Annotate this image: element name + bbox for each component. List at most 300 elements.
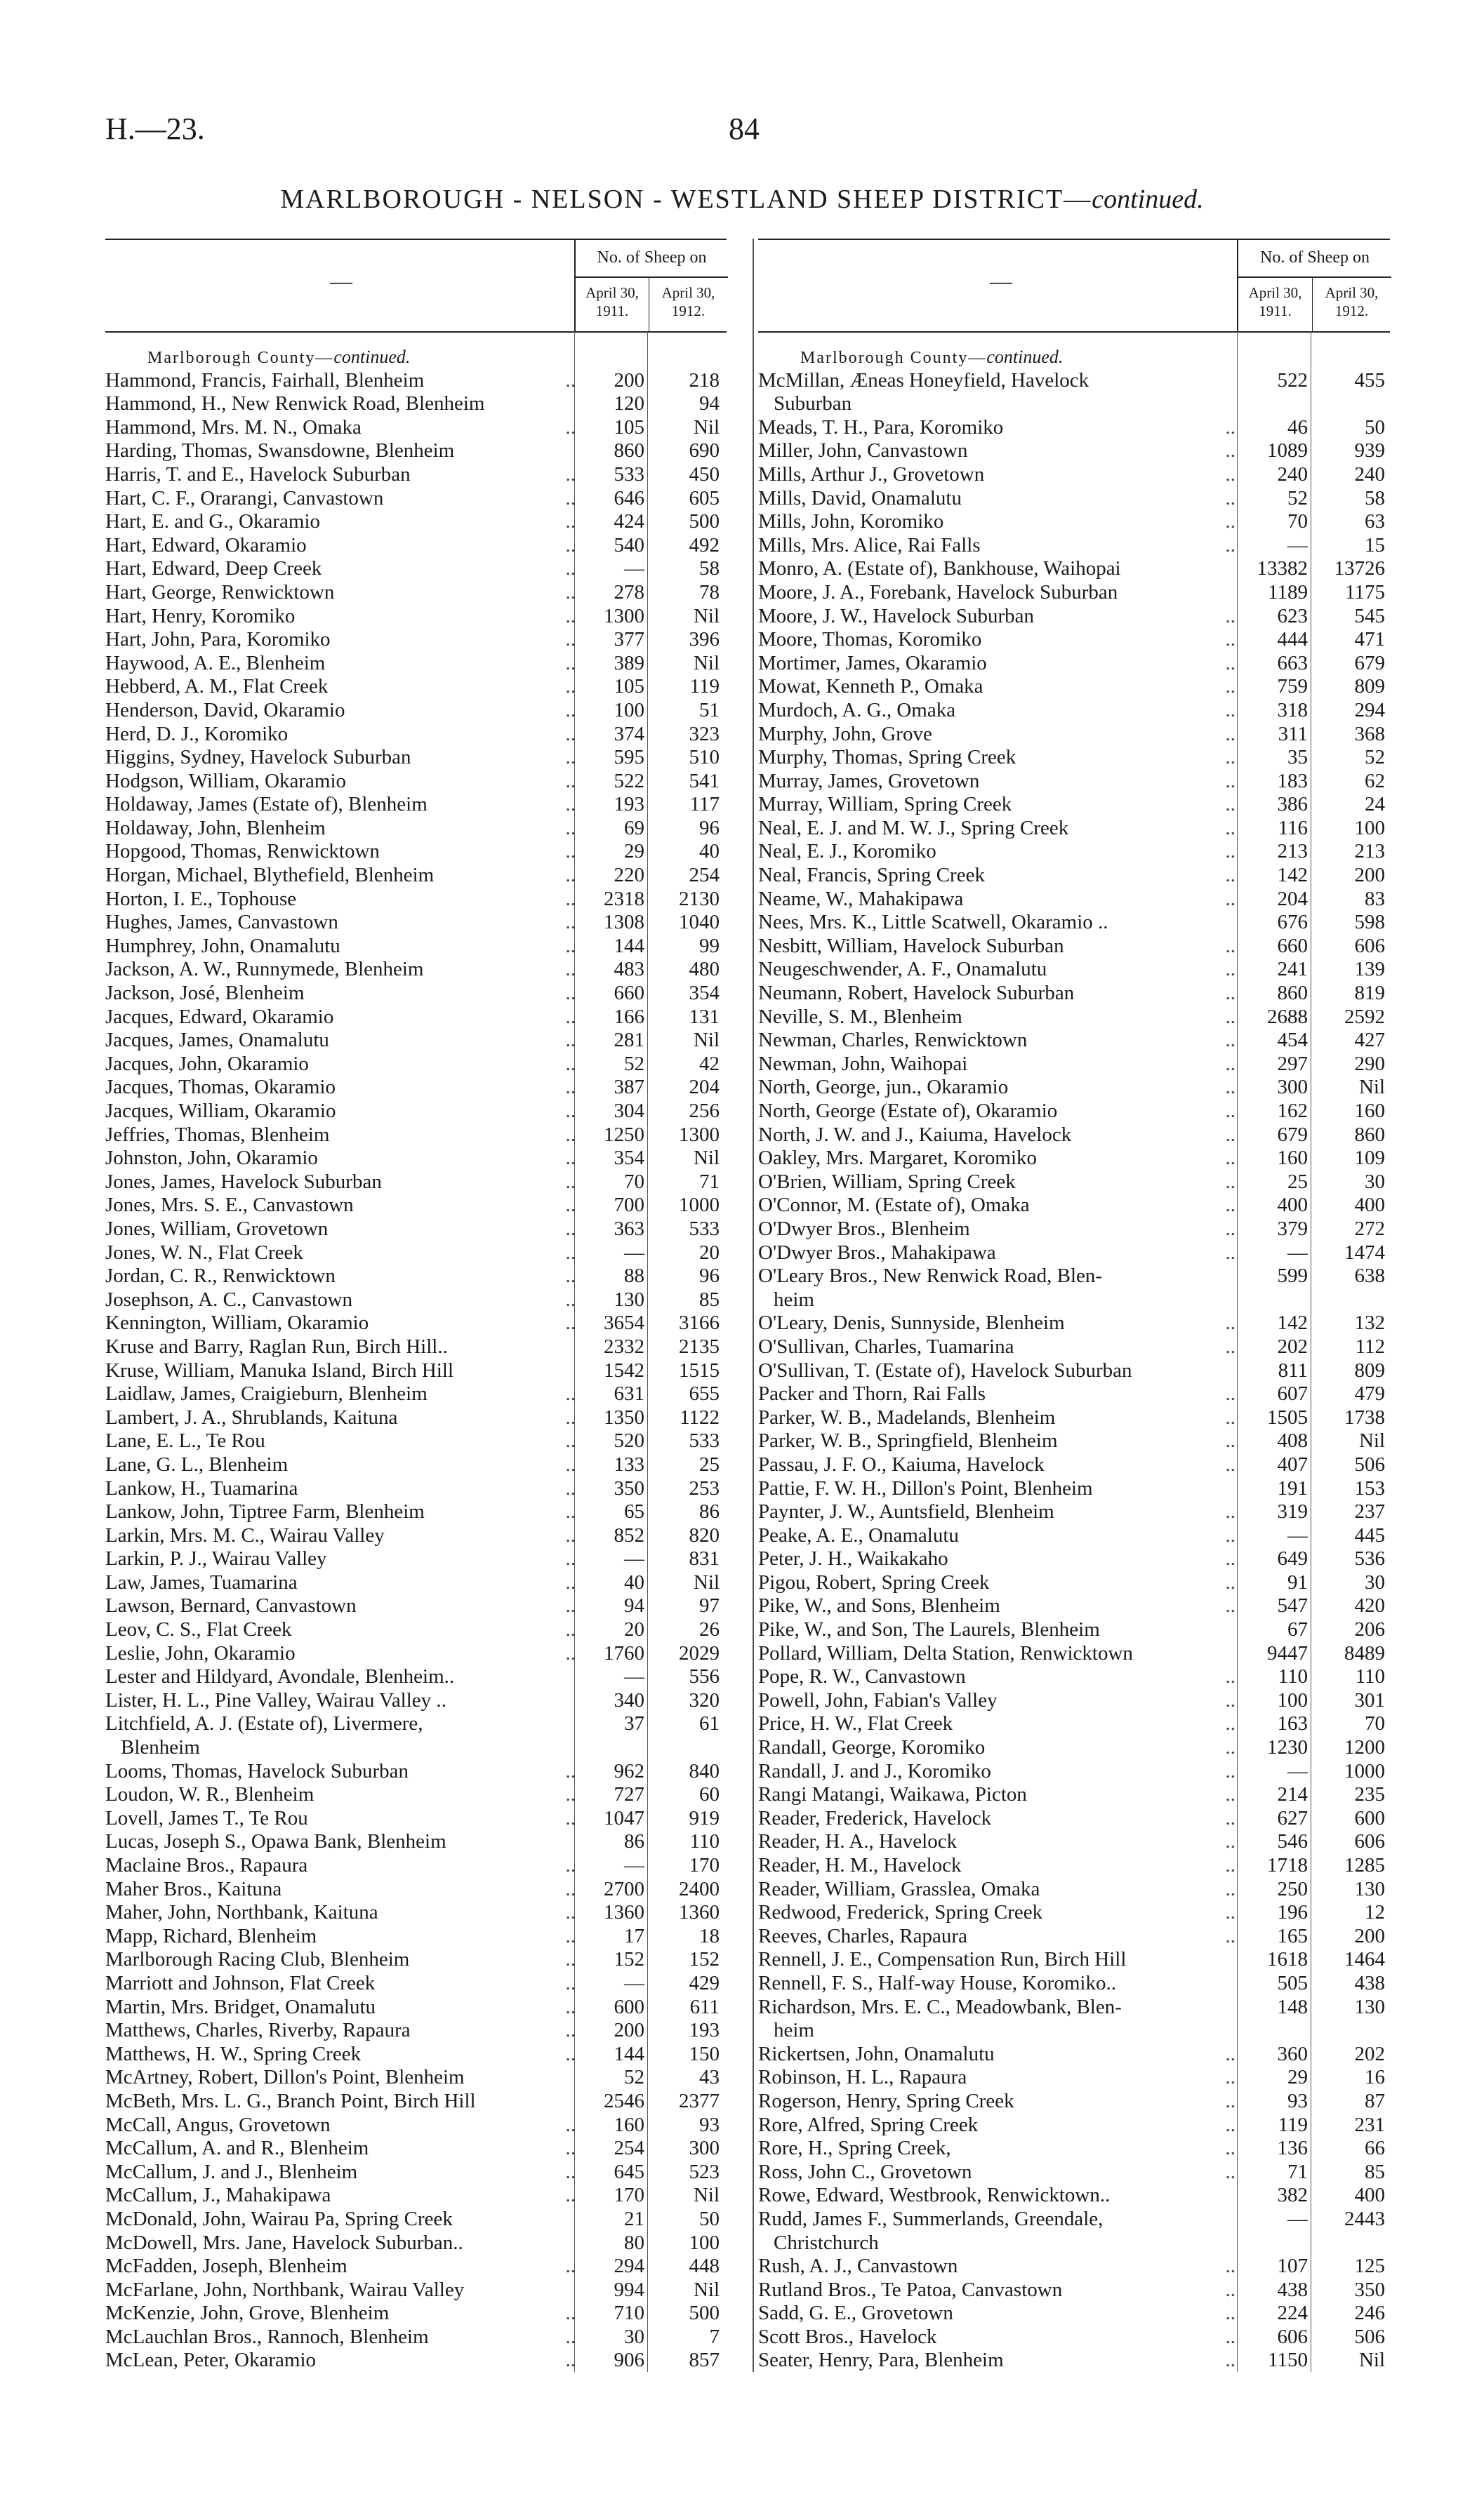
table-row <box>758 1712 1390 1736</box>
owner-name: Lester and Hildyard, Avondale, Blenheim.. <box>105 1665 455 1688</box>
owner-name: Lane, G. L., Blenheim <box>105 1453 289 1476</box>
table-row <box>105 2066 727 2090</box>
sheep-1911-value: 408 <box>1277 1429 1308 1453</box>
table-row <box>105 1500 727 1524</box>
section-heading-label: Marlborough County— <box>800 349 987 367</box>
owner-name: McDowell, Mrs. Jane, Havelock Suburban.. <box>105 2231 463 2254</box>
owner-name: Rutland Bros., Te Patoa, Canvastown <box>758 2278 1063 2301</box>
owner-name: Rennell, F. S., Half-way House, Koromiko.. <box>758 1971 1116 1994</box>
leader-dots: .. <box>565 604 576 627</box>
sheep-1911-value: 606 <box>1277 2325 1308 2348</box>
sheep-1911-value: 94 <box>624 1594 644 1618</box>
owner-name: Murdoch, A. G., Omaka <box>758 698 956 721</box>
table-row <box>105 2114 727 2138</box>
leader-dots: .. <box>565 1241 576 1264</box>
sheep-1911-value: 400 <box>1277 1194 1308 1217</box>
sheep-1912-value: 500 <box>689 510 720 533</box>
sheep-1912-value: 533 <box>689 1217 720 1240</box>
sheep-1911-value: 204 <box>1277 887 1308 910</box>
table-row <box>105 1712 727 1736</box>
sheep-1912-value: 939 <box>1354 439 1385 462</box>
owner-name: Rudd, James F., Summerlands, Greendale, <box>758 2207 1104 2230</box>
table-row <box>758 2161 1390 2185</box>
sheep-1912-value: 294 <box>1354 698 1385 721</box>
sheep-1912-value: 2130 <box>679 887 720 910</box>
sheep-1911-value: 645 <box>614 2160 644 2183</box>
leader-dots: .. <box>565 557 576 580</box>
sheep-1911-value: 646 <box>614 486 644 509</box>
table-row <box>758 1124 1390 1147</box>
sheep-1912-value: 94 <box>699 392 720 415</box>
owner-name: Rore, Alfred, Spring Creek <box>758 2113 979 2136</box>
leader-dots: .. <box>565 2255 576 2278</box>
sheep-1911-value: 1618 <box>1267 1948 1308 1971</box>
leader-dots: .. <box>565 510 576 533</box>
leader-dots: .. <box>1225 746 1235 769</box>
owner-name: Neal, Francis, Spring Creek <box>758 864 985 887</box>
leader-dots: .. <box>1225 1665 1235 1688</box>
sheep-1911-value: — <box>624 557 644 580</box>
owner-name: O'Brien, William, Spring Creek <box>758 1170 1016 1193</box>
owner-name: Mapp, Richard, Blenheim <box>105 1924 317 1947</box>
owner-name: Looms, Thomas, Havelock Suburban <box>105 1759 409 1782</box>
sheep-1912-value: 2029 <box>679 1641 720 1665</box>
table-row <box>105 2255 727 2279</box>
table-row <box>105 864 727 888</box>
sheep-1912-value: 427 <box>1354 1029 1385 1052</box>
leader-dots: .. <box>565 1571 576 1594</box>
table-row <box>105 1171 727 1194</box>
table-row <box>105 1076 727 1100</box>
owner-name: Murray, James, Grovetown <box>758 769 980 792</box>
owner-name: Rogerson, Henry, Spring Creek <box>758 2089 1014 2112</box>
sheep-1912-value: 130 <box>1354 1995 1385 2018</box>
owner-name: Johnston, John, Okaramio <box>105 1147 318 1170</box>
sheep-1911-value: 522 <box>1277 368 1308 392</box>
leader-dots: .. <box>1225 510 1235 533</box>
table-row <box>758 1689 1390 1713</box>
table-row <box>105 2208 727 2232</box>
section-heading-suffix: continued. <box>986 347 1064 367</box>
table-row <box>758 1807 1390 1831</box>
sheep-1912-value: 12 <box>1365 1901 1385 1924</box>
table-row <box>758 1406 1390 1430</box>
owner-name: Hart, John, Para, Koromiko <box>105 628 331 651</box>
table-row <box>758 2302 1390 2326</box>
owner-name: Murray, William, Spring Creek <box>758 793 1012 816</box>
leader-dots: .. <box>1225 1076 1235 1099</box>
leader-dots: .. <box>1225 604 1235 627</box>
table-row <box>105 1100 727 1124</box>
leader-dots: .. <box>565 769 576 792</box>
sheep-1911-value: 241 <box>1277 958 1308 981</box>
sheep-1912-value: 2592 <box>1344 1005 1385 1028</box>
table-row <box>758 1830 1390 1854</box>
sheep-1912-value: 96 <box>699 1265 720 1288</box>
sheep-count-header-label: No. of Sheep on <box>1260 248 1370 267</box>
sheep-1911-value: 9447 <box>1267 1641 1308 1665</box>
leader-dots: .. <box>565 1052 576 1075</box>
table-row <box>758 1100 1390 1124</box>
leader-dots: .. <box>1225 2255 1235 2278</box>
owner-name: Blenheim <box>121 1736 200 1759</box>
sheep-1912-value: 445 <box>1354 1524 1385 1547</box>
section-heading-label: Marlborough County— <box>147 349 334 367</box>
sheep-1912-value: 99 <box>699 934 720 957</box>
owner-name: Mortimer, James, Okaramio <box>758 651 987 674</box>
table-row <box>758 1265 1390 1288</box>
sheep-1912-value: 119 <box>689 675 720 698</box>
table-row <box>758 1878 1390 1902</box>
sheep-1911-value: 759 <box>1277 675 1308 698</box>
sheep-1911-value: 595 <box>614 746 644 769</box>
sheep-1911-value: 607 <box>1277 1382 1308 1406</box>
sheep-1912-value: 204 <box>689 1076 720 1099</box>
sheep-1911-value: 20 <box>624 1618 644 1641</box>
leader-dots: .. <box>565 675 576 698</box>
sheep-1912-value: Nil <box>693 604 720 627</box>
table-row <box>105 439 727 463</box>
owner-name: Murphy, Thomas, Spring Creek <box>758 746 1016 769</box>
table-row <box>105 463 727 487</box>
leader-dots: .. <box>1225 2042 1235 2065</box>
table-row <box>105 1642 727 1666</box>
sheep-1911-value: 407 <box>1277 1453 1308 1476</box>
page-title-text: MARLBOROUGH - NELSON - WESTLAND SHEEP DISTRICT— <box>280 185 1092 214</box>
sheep-1912-value: 400 <box>1354 2184 1385 2207</box>
sheep-1912-value: 1474 <box>1344 1241 1385 1264</box>
table-row <box>758 911 1390 935</box>
sheep-1911-value: 148 <box>1277 1995 1308 2018</box>
table-row <box>105 1948 727 1972</box>
header-rule <box>576 276 728 278</box>
owner-name: Humphrey, John, Onamalutu <box>105 934 340 957</box>
table-row <box>105 1854 727 1878</box>
table-row <box>105 1524 727 1548</box>
owner-name: Jones, Mrs. S. E., Canvastown <box>105 1194 354 1217</box>
leader-dots: .. <box>565 793 576 816</box>
leader-dots: .. <box>565 1429 576 1453</box>
sheep-1912-value: 272 <box>1354 1217 1385 1240</box>
table-row <box>105 605 727 629</box>
sheep-1911-value: 533 <box>614 462 644 486</box>
leader-dots: .. <box>565 628 576 651</box>
owner-name: O'Leary, Denis, Sunnyside, Blenheim <box>758 1312 1065 1335</box>
sheep-1911-value: — <box>1287 533 1308 556</box>
table-row <box>758 510 1390 534</box>
sheep-1911-value: 1350 <box>604 1406 644 1429</box>
owner-name: Hart, C. F., Orarangi, Canvastown <box>105 486 384 509</box>
leader-dots: .. <box>565 1971 576 1994</box>
owner-name: Rowe, Edward, Westbrook, Renwicktown.. <box>758 2184 1111 2207</box>
sheep-1912-value: 860 <box>1354 1123 1385 1146</box>
sheep-1912-value: 600 <box>1354 1806 1385 1829</box>
sheep-1911-value: 165 <box>1277 1924 1308 1947</box>
sheep-1912-value: Nil <box>1358 2349 1385 2372</box>
owner-name: Jones, W. N., Flat Creek <box>105 1241 303 1264</box>
sheep-1911-value: — <box>624 1665 644 1688</box>
owner-name: McCallum, J., Mahakipawa <box>105 2184 331 2207</box>
sheep-1911-value: 107 <box>1277 2255 1308 2278</box>
sheep-1912-value: 290 <box>1354 1052 1385 1075</box>
leader-dots: .. <box>565 1948 576 1971</box>
leader-dots: .. <box>1225 1147 1235 1170</box>
column-header-1912: April 30, 1912. <box>661 284 715 319</box>
owner-name: McCall, Angus, Grovetown <box>105 2113 331 2136</box>
table-row <box>758 1194 1390 1218</box>
sheep-1912-value: 256 <box>689 1100 720 1122</box>
sheep-1912-value: 400 <box>1354 1194 1385 1217</box>
sheep-1911-value: 133 <box>614 1453 644 1476</box>
sheep-1911-value: 110 <box>1278 1665 1308 1688</box>
sheep-1911-value: 17 <box>624 1924 644 1947</box>
sheep-1912-value: 1738 <box>1344 1406 1385 1429</box>
owner-name: Neal, E. J., Koromiko <box>758 840 936 863</box>
leader-dots: .. <box>1225 1901 1235 1924</box>
sheep-1911-value: 2546 <box>604 2089 644 2112</box>
sheep-1911-value: 294 <box>614 2255 644 2278</box>
table-row <box>758 1783 1390 1807</box>
table-row <box>758 1359 1390 1383</box>
leader-dots: .. <box>565 1029 576 1052</box>
leader-dots: .. <box>565 2349 576 2372</box>
table-row <box>758 2349 1390 2373</box>
sheep-1911-value: 1089 <box>1267 439 1308 462</box>
sheep-1912-value: 52 <box>1365 746 1385 769</box>
sheep-1912-value: 450 <box>689 462 720 486</box>
owner-name: Peake, A. E., Onamalutu <box>758 1524 959 1547</box>
table-row <box>105 2302 727 2326</box>
sheep-1911-value: — <box>624 1854 644 1876</box>
sheep-1911-value: 70 <box>1287 510 1308 533</box>
owner-name: Horton, I. E., Tophouse <box>105 887 297 910</box>
owner-name: Hodgson, William, Okaramio <box>105 769 347 792</box>
sheep-1912-value: 396 <box>689 628 720 651</box>
table-row <box>758 1288 1390 1312</box>
owner-name: Harding, Thomas, Swansdowne, Blenheim <box>105 439 455 462</box>
leader-dots: .. <box>565 2137 576 2160</box>
table-row <box>758 699 1390 723</box>
owner-name: Pike, W., and Son, The Laurels, Blenheim <box>758 1618 1100 1641</box>
sheep-1911-value: 389 <box>614 651 644 674</box>
table-row <box>758 1312 1390 1335</box>
owner-name: McFadden, Joseph, Blenheim <box>105 2255 347 2278</box>
table-row <box>105 840 727 864</box>
owner-name: heim <box>774 2019 814 2042</box>
table-row <box>105 2019 727 2043</box>
table-row <box>758 1147 1390 1171</box>
name-column-header: — <box>330 268 352 293</box>
sheep-1911-value: 444 <box>1277 628 1308 651</box>
leader-dots: .. <box>1225 2089 1235 2112</box>
leader-dots: .. <box>1225 1830 1235 1853</box>
sheep-1912-value: 231 <box>1354 2113 1385 2136</box>
table-row <box>105 1972 727 1996</box>
sheep-1912-value: 1040 <box>679 911 720 934</box>
left-table-body <box>105 333 727 2373</box>
owner-name: Pope, R. W., Canvastown <box>758 1665 966 1688</box>
sheep-1912-value: 86 <box>699 1500 720 1524</box>
sheep-1911-value: 700 <box>614 1194 644 1217</box>
sheep-1912-value: 85 <box>699 1288 720 1311</box>
sheep-1911-value: 860 <box>614 439 644 462</box>
sheep-1911-value: 1150 <box>1268 2349 1308 2372</box>
owner-name: Lambert, J. A., Shrublands, Kaituna <box>105 1406 398 1429</box>
table-row <box>105 1288 727 1312</box>
table-row <box>105 1571 727 1595</box>
owner-name: Rennell, J. E., Compensation Run, Birch Hill <box>758 1948 1127 1971</box>
owner-name: Jones, William, Grovetown <box>105 1217 329 1240</box>
sheep-1911-value: 240 <box>1277 462 1308 486</box>
leader-dots: .. <box>1225 1759 1235 1782</box>
table-row <box>105 723 727 747</box>
sheep-1911-value: 2332 <box>604 1335 644 1358</box>
owner-name: Pike, W., and Sons, Blenheim <box>758 1594 1000 1618</box>
owner-name: Kruse, William, Manuka Island, Birch Hill <box>105 1359 454 1382</box>
sheep-1912-value: 429 <box>689 1971 720 1994</box>
table-row <box>758 864 1390 888</box>
sheep-1911-value: 906 <box>614 2349 644 2372</box>
owner-name: Herd, D. J., Koromiko <box>105 722 289 745</box>
sheep-1912-value: 213 <box>1354 840 1385 863</box>
owner-name: heim <box>774 1288 814 1311</box>
sheep-1912-value: 153 <box>1354 1476 1385 1500</box>
sheep-1912-value: 150 <box>689 2042 720 2065</box>
leader-dots: .. <box>565 864 576 887</box>
sheep-1912-value: 43 <box>699 2066 720 2089</box>
column-header-1911: April 30, 1911. <box>585 284 639 319</box>
owner-name: Lankow, John, Tiptree Farm, Blenheim <box>105 1500 425 1524</box>
owner-name: Reader, Frederick, Havelock <box>758 1806 992 1829</box>
sheep-1912-value: Nil <box>693 415 720 439</box>
sheep-1912-value: 85 <box>1365 2160 1385 2183</box>
table-row <box>758 1594 1390 1618</box>
leader-dots: .. <box>565 1901 576 1924</box>
owner-name: Jones, James, Havelock Suburban <box>105 1170 382 1193</box>
leader-dots: .. <box>1225 2113 1235 2136</box>
sheep-1911-value: 93 <box>1287 2089 1308 2112</box>
owner-name: Hughes, James, Canvastown <box>105 911 338 934</box>
sheep-1912-value: 506 <box>1354 2325 1385 2348</box>
leader-dots: .. <box>565 1453 576 1476</box>
leader-dots: .. <box>1225 958 1235 981</box>
sheep-1911-value: 91 <box>1287 1571 1308 1594</box>
owner-name: Powell, John, Fabian's Valley <box>758 1688 998 1712</box>
sheep-1911-value: 86 <box>624 1830 644 1853</box>
sheep-1911-value: 311 <box>1278 722 1308 745</box>
sheep-1911-value: 1230 <box>1267 1736 1308 1759</box>
leader-dots: .. <box>1225 934 1235 957</box>
owner-name: Hammond, H., New Renwick Road, Blenheim <box>105 392 485 415</box>
owner-name: Hopgood, Thomas, Renwicktown <box>105 840 380 863</box>
sheep-1912-value: 492 <box>689 533 720 556</box>
left-table-header <box>105 239 727 333</box>
table-row <box>758 1335 1390 1359</box>
table-row <box>758 982 1390 1006</box>
leader-dots: .. <box>1225 1029 1235 1052</box>
owner-name: Matthews, Charles, Riverby, Rapaura <box>105 2019 411 2042</box>
table-row <box>758 1925 1390 1949</box>
leader-dots: .. <box>565 415 576 439</box>
sheep-1911-value: 649 <box>1277 1547 1308 1571</box>
owner-name: Mills, Mrs. Alice, Rai Falls <box>758 533 981 556</box>
sheep-1911-value: 1505 <box>1267 1406 1308 1429</box>
sheep-1912-value: 63 <box>1365 510 1385 533</box>
leader-dots: .. <box>565 816 576 839</box>
sheep-1911-value: 13382 <box>1257 557 1308 580</box>
sheep-1911-value: 627 <box>1277 1806 1308 1829</box>
owner-name: Rush, A. J., Canvastown <box>758 2255 958 2278</box>
sheep-1912-value: 368 <box>1354 722 1385 745</box>
table-row <box>105 699 727 723</box>
leader-dots: .. <box>565 368 576 392</box>
sheep-1912-value: 83 <box>1365 887 1385 910</box>
sheep-1912-value: 350 <box>1354 2278 1385 2301</box>
sheep-1912-value: 1515 <box>679 1359 720 1382</box>
owner-name: Holdaway, James (Estate of), Blenheim <box>105 793 428 816</box>
sheep-1912-value: Nil <box>1358 1429 1385 1453</box>
owner-name: Reader, H. M., Havelock <box>758 1854 962 1876</box>
owner-name: Reeves, Charles, Rapaura <box>758 1924 967 1947</box>
sheep-1912-value: 71 <box>699 1170 720 1193</box>
table-row <box>105 1406 727 1430</box>
sheep-1911-value: 522 <box>614 769 644 792</box>
sheep-1912-value: 152 <box>689 1948 720 1971</box>
leader-dots: .. <box>1225 675 1235 698</box>
sheep-1911-value: 69 <box>624 816 644 839</box>
owner-name: Leov, C. S., Flat Creek <box>105 1618 292 1641</box>
sheep-1911-value: 52 <box>624 2066 644 2089</box>
owner-name: Lister, H. L., Pine Valley, Wairau Valley .. <box>105 1688 446 1712</box>
owner-name: McFarlane, John, Northbank, Wairau Valley <box>105 2278 465 2301</box>
sheep-1912-value: 533 <box>689 1429 720 1453</box>
leader-dots: .. <box>1225 415 1235 439</box>
leader-dots: .. <box>1225 2349 1235 2372</box>
sheep-1911-value: 483 <box>614 958 644 981</box>
owner-name: Jacques, Thomas, Okaramio <box>105 1076 336 1099</box>
sheep-1911-value: 25 <box>1287 1170 1308 1193</box>
sheep-1911-value: — <box>624 1971 644 1994</box>
name-column-header: — <box>990 268 1012 293</box>
sheep-1911-value: 120 <box>614 392 644 415</box>
sheep-1911-value: 660 <box>614 982 644 1005</box>
sheep-1911-value: 278 <box>614 580 644 604</box>
table-row <box>758 1171 1390 1194</box>
table-row <box>105 1335 727 1359</box>
owner-name: Hammond, Francis, Fairhall, Blenheim <box>105 368 425 392</box>
table-row <box>758 1453 1390 1477</box>
leader-dots: .. <box>565 722 576 745</box>
table-row <box>758 888 1390 912</box>
leader-dots: .. <box>1225 1194 1235 1217</box>
sheep-1912-value: 919 <box>689 1806 720 1829</box>
leader-dots: .. <box>565 1382 576 1406</box>
table-row <box>758 2090 1390 2114</box>
owner-name: Moore, Thomas, Koromiko <box>758 628 982 651</box>
table-row <box>105 1359 727 1383</box>
leader-dots: .. <box>1225 864 1235 887</box>
sheep-1911-value: 2700 <box>604 1877 644 1900</box>
owner-name: Peter, J. H., Waikakaho <box>758 1547 948 1571</box>
sheep-1911-value: 170 <box>614 2184 644 2207</box>
leader-dots: .. <box>565 1594 576 1618</box>
leader-dots: .. <box>565 1170 576 1193</box>
owner-name: Laidlaw, James, Craigieburn, Blenheim <box>105 1382 428 1406</box>
sheep-1912-value: 132 <box>1354 1312 1385 1335</box>
sheep-1911-value: — <box>1287 1524 1308 1547</box>
table-row <box>105 1736 727 1760</box>
left-table <box>105 239 727 2373</box>
